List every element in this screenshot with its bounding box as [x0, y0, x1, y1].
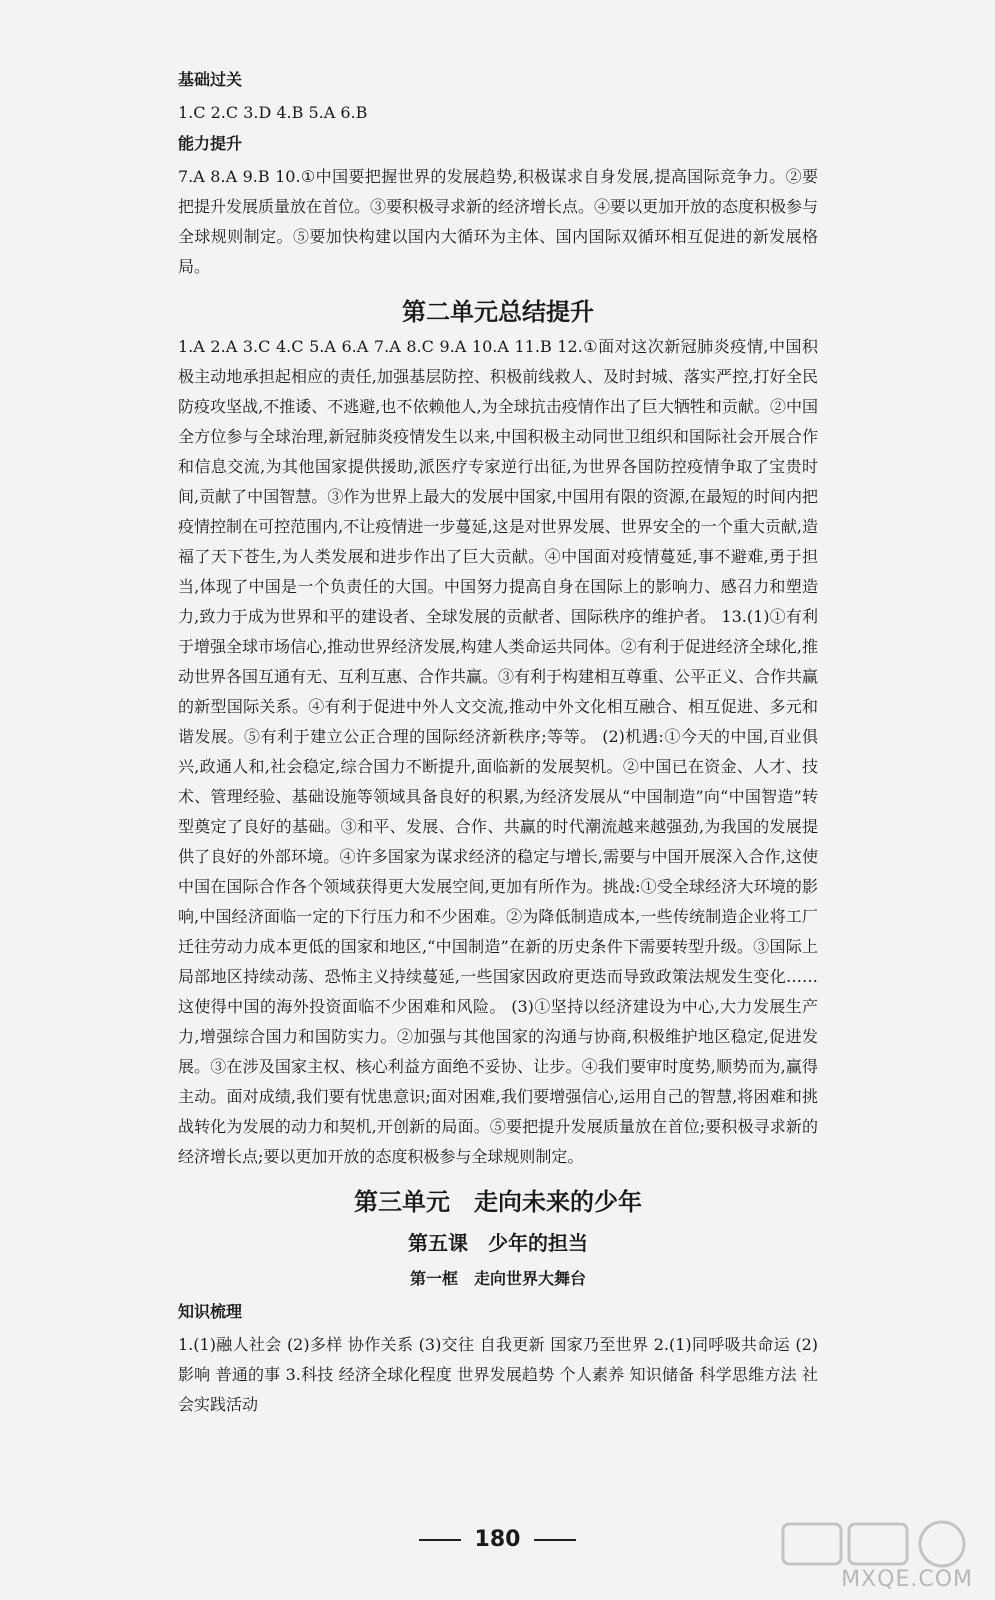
- page-number-text: 180: [474, 1527, 521, 1552]
- dash-left: [419, 1539, 461, 1541]
- frame-title: 第一框 走向世界大舞台: [409, 1269, 586, 1288]
- ability-answers: 7.A 8.A 9.B 10.①中国要把握世界的发展趋势,积极谋求自身发展,提高国际竞争力。②要把提升发展质量放在首位。③要积极寻求新的经济增长点。④要以更加开放的态度积极参与全球规则制定。⑤要加快构建以国内大循环为主体、国内国际双循环相互促进的新发展格局。: [178, 167, 819, 276]
- unit2-title: 第二单元总结提升: [402, 297, 594, 326]
- unit2-answers: 1.A 2.A 3.C 4.C 5.A 6.A 7.A 8.C 9.A 10.A 11.B 12.①面对这次新冠肺炎疫情,中国积极主动地承担起相应的责任,加强基层防控、积极前线救人、及时封城、落实严控,打好全民防疫攻坚战,不推诿、不逃避,也不依赖他人,为全球抗击疫情作出了巨大牺牲和贡献。②中国全方位参与全球治理,新冠肺炎疫情发生以来,中国积极主动同世卫组织和国际社会开展合作和信息交流,为其他国家提供援助,派医疗专家逆行出征,为世界各国防控疫情争取了宝贵时间,贡献了中国智慧。③作为世界上最大的发展中国家,中国用有限的资源,在最短的时间内把疫情控制在可控范围内,不让疫情进一步蔓延,这是对世界发展、世界安全的一个重大贡献,造福了天下苍生,为人类发展和进步作出了巨大贡献。④中国面对疫情蔓延,事不避难,勇于担当,体现了中国是一个负责任的大国。中国努力提高自身在国际上的影响力、感召力和塑造力,致力于成为世界和平的建设者、全球发展的贡献者、国际秩序的维护者。 13.(1)①有利于增强全球市场信心,推动世界经济发展,构建人类命运共同体。②有利于促进经济全球化,推动世界各国互通有无、互利互惠、合作共赢。③有利于构建相互尊重、公平正义、合作共赢的新型国际关系。④有利于促进中外人文交流,推动中外文化相互融合、相互促进、多元和谐发展。⑤有利于建立公正合理的国际经济新秩序;等等。 (2)机遇:①今天的中国,百业俱兴,政通人和,社会稳定,综合国力不断提升,面临新的发展契机。②中国已在资金、人才、技术、管理经验、基础设施等领域具备良好的积累,为经济发展从“中国制造”向“中国智造”转型奠定了良好的基础。③和平、发展、合作、共赢的时代潮流越来越强劲,为我国的发展提供了良好的外部环境。④许多国家为谋求经济的稳定与增长,需要与中国开展深入合作,这使中国在国际合作各个领域获得更大发展空间,更加有所作为。挑战:①受全球经济大环境的影响,中国经济面临一定的下行压力和不少困难。②为降低制造成本,一些传统制造企业将工厂迁往劳动力成本更低的国家和地区,“中国制造”在新的历史条件下需要转型升级。③国际上局部地区持续动荡、恐怖主义持续蔓延,一些国家因政府更迭而导致政策法规发生变化……这使得中国的海外投资面临不少困难和风险。 (3)①坚持以经济建设为中心,大力发展生产力,增强综合国力和国防实力。②加强与其他国家的沟通与协商,积极维护地区稳定,促进发展。③在涉及国家主权、核心利益方面绝不妥协、让步。④我们要审时度势,顺势而为,赢得主动。面对成绩,我们要有忧患意识;面对困难,我们要增强信心,运用自己的智慧,将困难和挑战转化为发展的动力和契机,开创新的局面。⑤要把提升发展质量放在首位;要积极寻求新的经济增长点;要以更加开放的态度积极参与全球规则制定。: [178, 337, 819, 1166]
- lesson-title: 第五课 少年的担当: [408, 1231, 588, 1255]
- watermark-text: MXQE.COM: [841, 1567, 973, 1592]
- ability-heading: 能力提升: [178, 134, 243, 153]
- basic-heading: 基础过关: [178, 70, 243, 89]
- unit3-title: 第三单元 走向未来的少年: [354, 1187, 642, 1216]
- answer-page: [178, 62, 818, 1420]
- basic-answers: 1.C 2.C 3.D 4.B 5.A 6.B: [178, 103, 368, 122]
- knowledge-answers: 1.(1)融人社会 (2)多样 协作关系 (3)交往 自我更新 国家乃至世界 2.(1)同呼吸共命运 (2)影响 普通的事 3.科技 经济全球化程度 世界发展趋势 个人素养 知识储备 科学思维方法 社会实践活动: [178, 1335, 818, 1414]
- dash-right: [534, 1539, 576, 1541]
- knowledge-heading: 知识梳理: [178, 1302, 243, 1321]
